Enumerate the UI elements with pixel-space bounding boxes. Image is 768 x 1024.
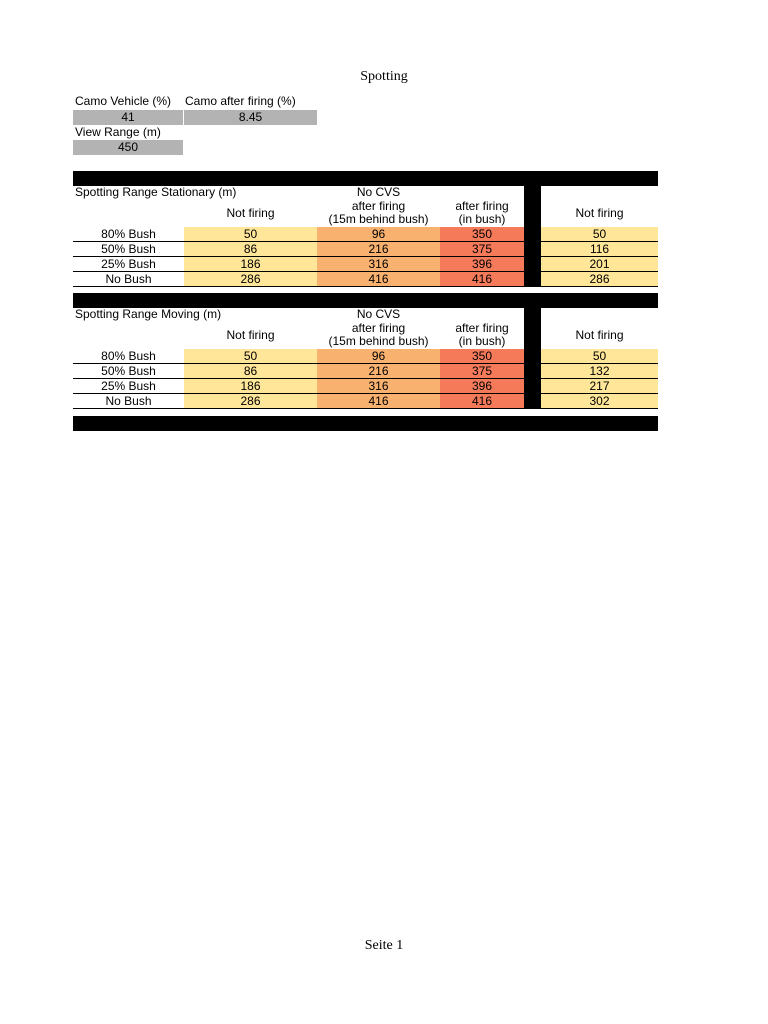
moving-title: Spotting Range Moving (m) xyxy=(75,307,222,321)
after-firing-sublabel: (15m behind bush) xyxy=(328,212,429,226)
cell-after-firing[interactable]: 216 xyxy=(317,364,440,379)
cell-right-not-firing[interactable]: 132 xyxy=(541,364,658,379)
column-separator xyxy=(524,394,541,409)
camo-vehicle-value[interactable]: 41 xyxy=(73,110,183,125)
cell-in-bush[interactable]: 416 xyxy=(440,394,524,409)
row-label[interactable]: No Bush xyxy=(73,394,184,409)
cell-right-not-firing[interactable]: 116 xyxy=(541,242,658,257)
page-title: Spotting xyxy=(360,69,408,84)
cell-after-firing[interactable]: 416 xyxy=(317,394,440,409)
cell-not-firing[interactable]: 286 xyxy=(184,394,317,409)
column-separator xyxy=(524,257,541,272)
after-firing-sublabel: (15m behind bush) xyxy=(328,334,429,348)
stationary-col-not-firing: Not firing xyxy=(226,205,275,220)
row-label[interactable]: 25% Bush xyxy=(73,257,184,272)
column-separator xyxy=(524,272,541,287)
row-label[interactable]: No Bush xyxy=(73,272,184,287)
cell-after-firing[interactable]: 316 xyxy=(317,379,440,394)
moving-col-not-firing: Not firing xyxy=(226,327,275,342)
cell-right-not-firing[interactable]: 50 xyxy=(541,349,658,364)
moving-col-in-bush xyxy=(440,321,524,349)
camo-after-firing-label: Camo after firing (%) xyxy=(185,94,296,108)
cell-not-firing[interactable]: 186 xyxy=(184,257,317,272)
cell-in-bush[interactable]: 416 xyxy=(440,272,524,287)
column-separator xyxy=(524,186,541,199)
view-range-label: View Range (m) xyxy=(75,125,161,139)
row-label[interactable]: 80% Bush xyxy=(73,349,184,364)
stationary-group-header: No CVS xyxy=(356,185,401,199)
stationary-title: Spotting Range Stationary (m) xyxy=(75,185,237,199)
column-separator xyxy=(524,349,541,364)
table-divider-bottom xyxy=(73,416,658,431)
moving-table xyxy=(73,308,658,409)
after-firing-label: after firing xyxy=(351,199,406,213)
table-row xyxy=(73,257,658,272)
cell-right-not-firing[interactable]: 50 xyxy=(541,227,658,242)
after-firing-label: after firing xyxy=(351,321,406,335)
cell-in-bush[interactable]: 350 xyxy=(440,349,524,364)
stationary-table xyxy=(73,186,658,287)
column-separator xyxy=(524,364,541,379)
cell-after-firing[interactable]: 316 xyxy=(317,257,440,272)
cell-right-not-firing[interactable]: 286 xyxy=(541,272,658,287)
moving-group-header: No CVS xyxy=(356,307,401,321)
column-separator xyxy=(524,199,541,227)
camo-vehicle-label: Camo Vehicle (%) xyxy=(75,94,172,108)
cell-in-bush[interactable]: 396 xyxy=(440,379,524,394)
cell-not-firing[interactable]: 50 xyxy=(184,349,317,364)
row-label[interactable]: 50% Bush xyxy=(73,364,184,379)
stationary-col-after-firing xyxy=(317,199,440,227)
view-range-value[interactable]: 450 xyxy=(73,140,183,155)
cell-not-firing[interactable]: 50 xyxy=(184,227,317,242)
cell-not-firing[interactable]: 286 xyxy=(184,272,317,287)
moving-col-right-not-firing: Not firing xyxy=(575,327,624,342)
row-label[interactable]: 80% Bush xyxy=(73,227,184,242)
cell-in-bush[interactable]: 375 xyxy=(440,242,524,257)
table-row xyxy=(73,394,658,409)
cell-in-bush[interactable]: 350 xyxy=(440,227,524,242)
column-separator xyxy=(524,242,541,257)
cell-after-firing[interactable]: 96 xyxy=(317,227,440,242)
row-label[interactable]: 50% Bush xyxy=(73,242,184,257)
camo-after-firing-value[interactable]: 8.45 xyxy=(184,110,317,125)
cell-after-firing[interactable]: 96 xyxy=(317,349,440,364)
column-separator xyxy=(524,379,541,394)
table-row xyxy=(73,242,658,257)
stationary-col-right-not-firing: Not firing xyxy=(575,205,624,220)
stationary-col-in-bush xyxy=(440,199,524,227)
cell-right-not-firing[interactable]: 217 xyxy=(541,379,658,394)
page-footer: Seite 1 xyxy=(364,938,404,953)
in-bush-label: after firing xyxy=(455,321,509,335)
cell-after-firing[interactable]: 416 xyxy=(317,272,440,287)
in-bush-label: after firing xyxy=(455,199,509,213)
column-separator xyxy=(524,227,541,242)
cell-not-firing[interactable]: 186 xyxy=(184,379,317,394)
column-separator xyxy=(524,321,541,349)
cell-right-not-firing[interactable]: 302 xyxy=(541,394,658,409)
table-row xyxy=(73,349,658,364)
cell-not-firing[interactable]: 86 xyxy=(184,364,317,379)
cell-not-firing[interactable]: 86 xyxy=(184,242,317,257)
cell-in-bush[interactable]: 396 xyxy=(440,257,524,272)
table-row xyxy=(73,272,658,287)
table-divider-middle xyxy=(73,293,658,308)
in-bush-sublabel: (in bush) xyxy=(458,212,506,226)
table-row xyxy=(73,227,658,242)
cell-after-firing[interactable]: 216 xyxy=(317,242,440,257)
cell-right-not-firing[interactable]: 201 xyxy=(541,257,658,272)
in-bush-sublabel: (in bush) xyxy=(458,334,506,348)
row-label[interactable]: 25% Bush xyxy=(73,379,184,394)
table-row xyxy=(73,379,658,394)
table-row xyxy=(73,364,658,379)
column-separator xyxy=(524,308,541,321)
table-divider-top xyxy=(73,171,658,186)
cell-in-bush[interactable]: 375 xyxy=(440,364,524,379)
moving-col-after-firing xyxy=(317,321,440,349)
